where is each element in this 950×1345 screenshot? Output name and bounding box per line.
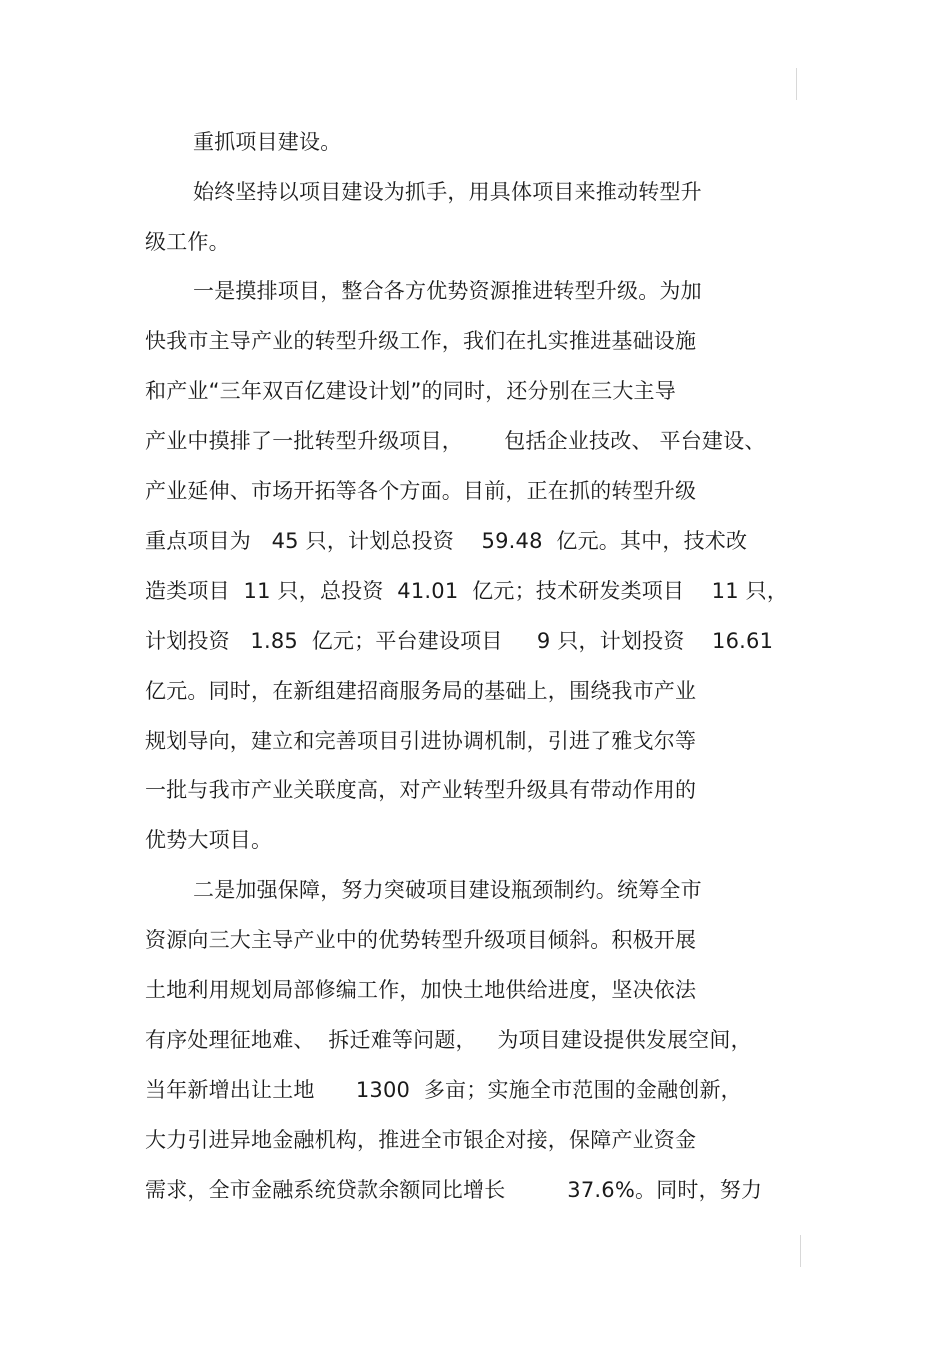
text-line: 级工作。 — [145, 230, 230, 254]
text-line: 规划导向，建立和完善项目引进协调机制，引进了雅戈尔等 — [145, 729, 697, 753]
text-line: 亿元。同时，在新组建招商服务局的基础上，围绕我市产业 — [145, 679, 697, 703]
text-line: 始终坚持以项目建设为抓手，用具体项目来推动转型升 — [193, 180, 702, 204]
text-line: 快我市主导产业的转型升级工作，我们在扎实推进基础设施 — [145, 329, 697, 353]
text-line: 一是摸排项目，整合各方优势资源推进转型升级。为加 — [193, 279, 702, 303]
text-line: 计划投资 1.85 亿元；平台建设项目 9 只，计划投资 16.61 — [145, 629, 774, 653]
text-line: 重点项目为 45 只，计划总投资 59.48 亿元。其中，技术改 — [145, 529, 748, 553]
text-line: 优势大项目。 — [145, 828, 273, 852]
text-line: 土地利用规划局部修编工作，加快土地供给进度，坚决依法 — [145, 978, 697, 1002]
text-line: 重抓项目建设。 — [193, 130, 342, 154]
text-line: 需求，全市金融系统贷款余额同比增长 37.6%。同时，努力 — [145, 1178, 763, 1202]
top-margin-mark — [796, 68, 797, 100]
text-line: 资源向三大主导产业中的优势转型升级项目倾斜。积极开展 — [145, 928, 697, 952]
text-line: 当年新增出让土地 1300 多亩；实施全市范围的金融创新， — [145, 1078, 742, 1102]
text-line: 一批与我市产业关联度高，对产业转型升级具有带动作用的 — [145, 778, 697, 802]
text-line: 有序处理征地难、 拆迁难等问题， 为项目建设提供发展空间， — [145, 1028, 752, 1052]
text-line: 大力引进异地金融机构，推进全市银企对接，保障产业资金 — [145, 1128, 697, 1152]
bottom-margin-mark — [800, 1235, 801, 1267]
text-line: 产业延伸、市场开拓等各个方面。目前，正在抓的转型升级 — [145, 479, 697, 503]
text-line: 二是加强保障，努力突破项目建设瓶颈制约。统筹全市 — [193, 878, 702, 902]
text-line: 产业中摸排了一批转型升级项目， 包括企业技改、 平台建设、 — [145, 429, 766, 453]
text-line: 造类项目 11 只，总投资 41.01 亿元；技术研发类项目 11 只， — [145, 579, 789, 603]
text-line: 和产业“三年双百亿建设计划”的同时，还分别在三大主导 — [145, 379, 676, 403]
